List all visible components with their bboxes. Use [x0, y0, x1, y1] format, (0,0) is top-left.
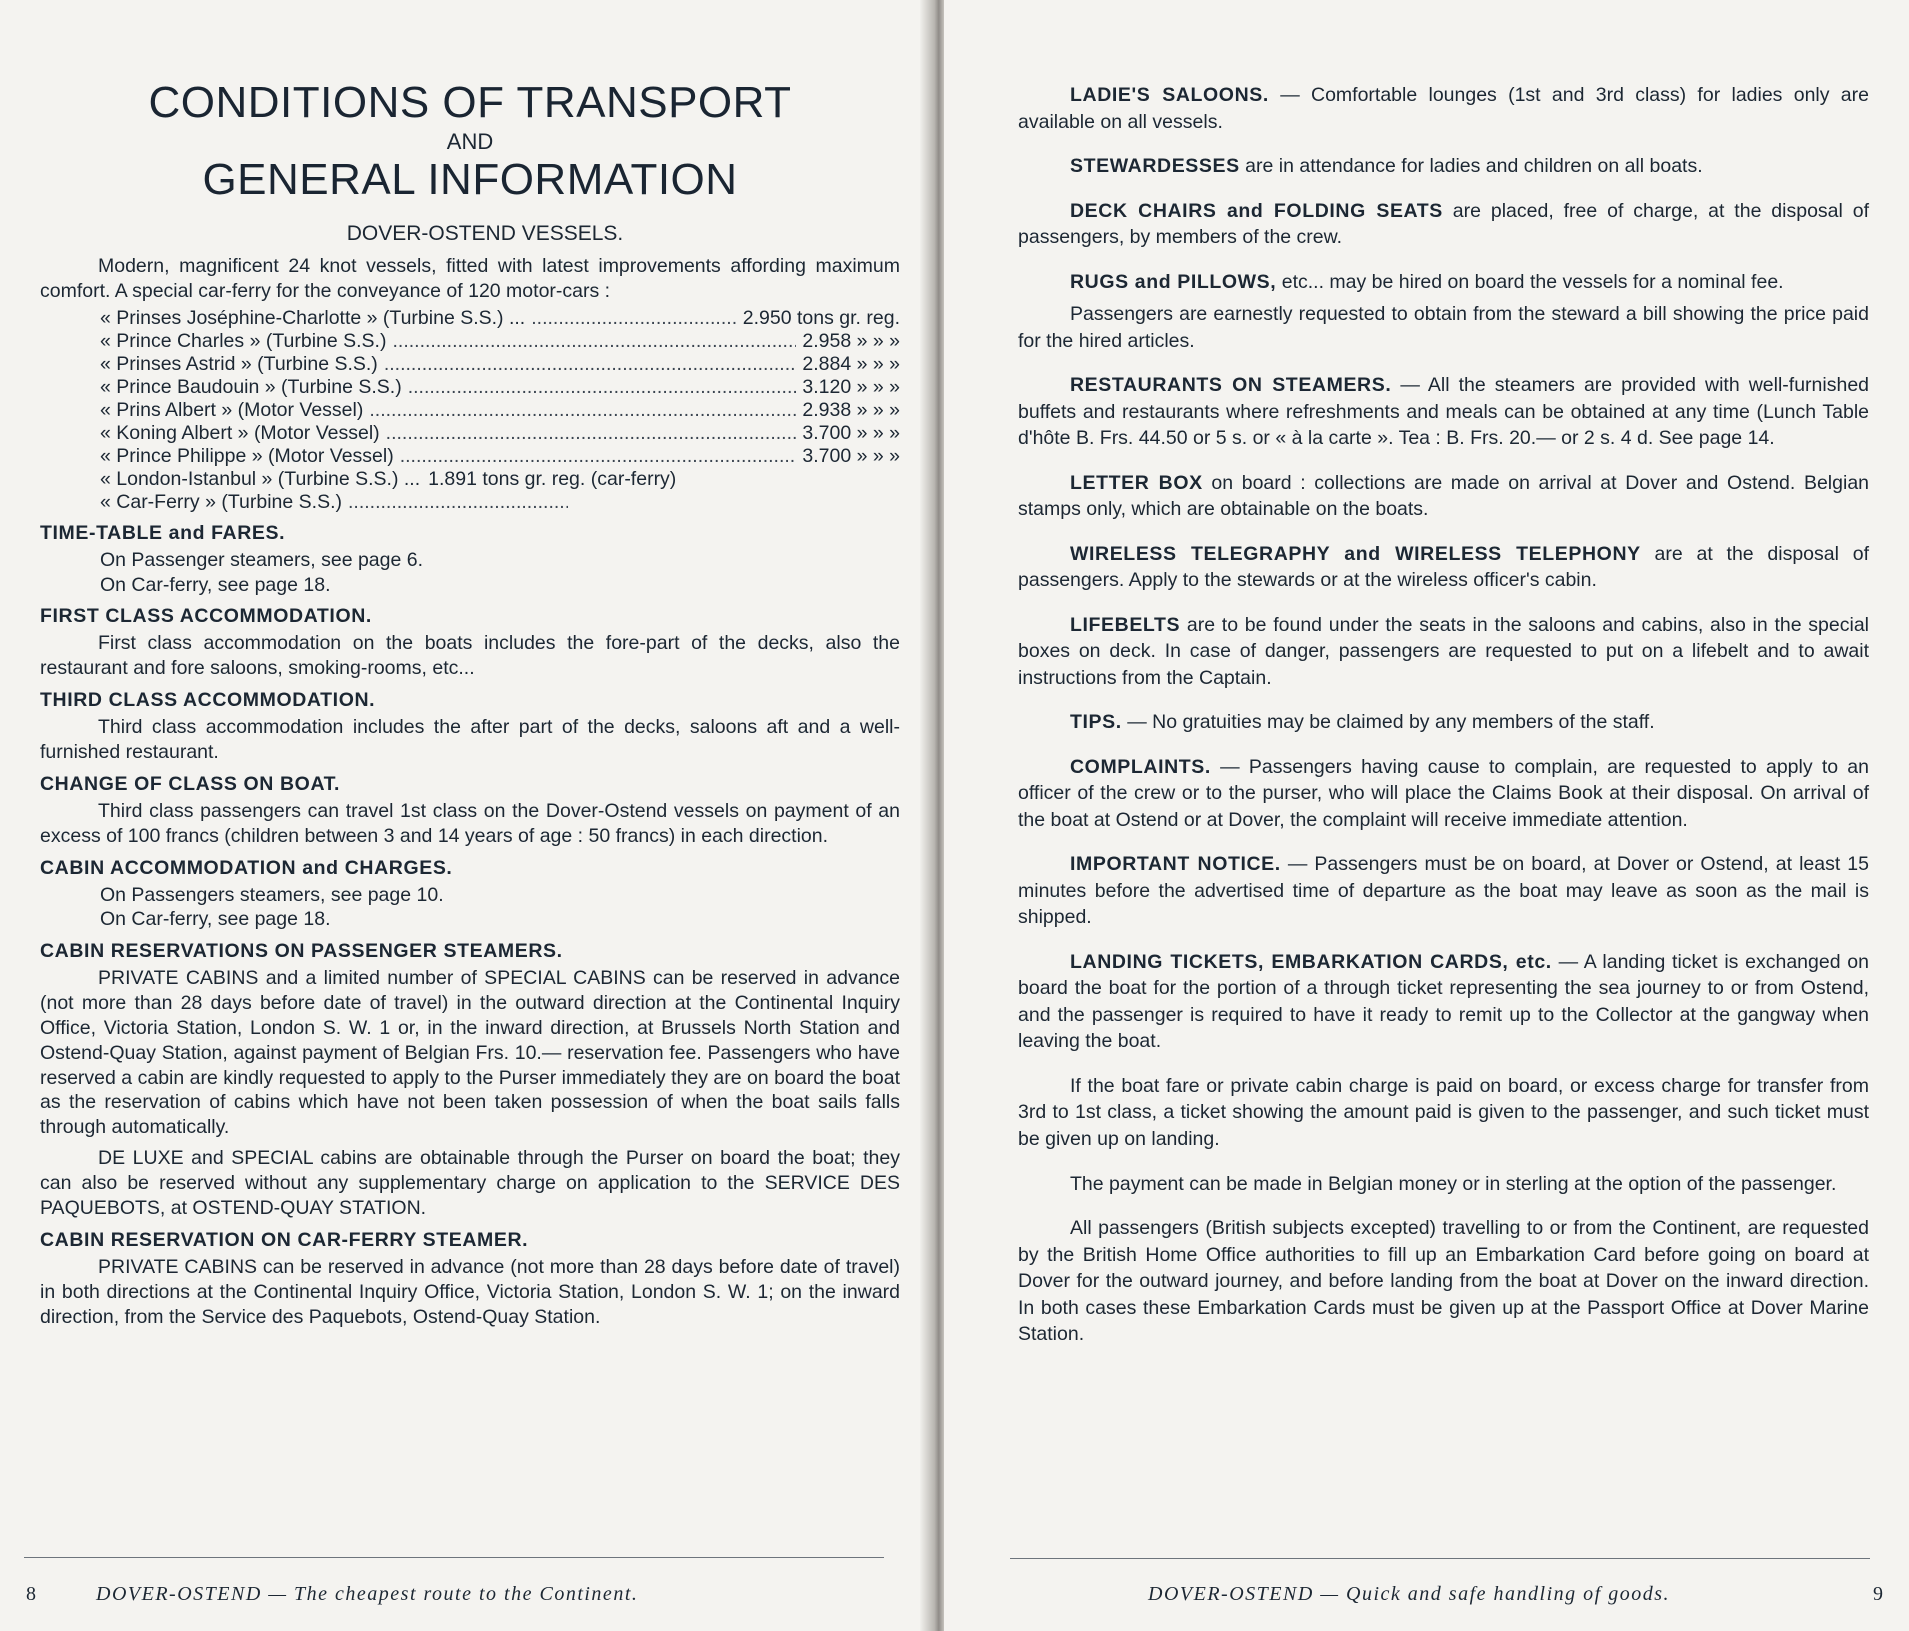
vessel-name: « Prince Philippe » (Motor Vessel) [100, 445, 394, 468]
vessel-name: « Koning Albert » (Motor Vessel) [100, 422, 380, 445]
paragraph-text: on board : collections are made on arrival at Dover and Ostend. Belgian stamps only, which are obtainable on the boats. [1018, 471, 1870, 521]
page-number-left: 8 [26, 1583, 36, 1605]
leader-dots [408, 376, 797, 399]
important-notice-paragraph [1018, 851, 1869, 931]
paragraph-lead: STEWARDESSES [1070, 155, 1240, 178]
page-title: CONDITIONS OF TRANSPORT [148, 78, 792, 127]
excess-charge-paragraph: If the boat fare or private cabin charge is paid on board, or excess charge for transfer from 3rd to 1st class, a ticket showing the amount paid is given to the passenger, and such ticket must be given up on landing. [1018, 1074, 1869, 1150]
paragraph-lead: RESTAURANTS ON STEAMERS. [1070, 374, 1392, 397]
vessel-row [100, 353, 900, 376]
stewardesses-paragraph [1018, 153, 1869, 180]
paragraph-text: — Comfortable lounges (1st and 3rd class) for ladies only are available on all vessels. [1018, 84, 1869, 133]
vessels-subtitle: DOVER-OSTEND VESSELS. [346, 221, 624, 245]
leader-dots [400, 445, 797, 468]
vessel-name: « Prinses Astrid » (Turbine S.S.) [100, 353, 378, 376]
footer-left [26, 1583, 638, 1606]
paragraph-text: — No gratuities may be claimed by any members of the staff. [1127, 711, 1655, 734]
vessel-row [100, 399, 900, 422]
car-ferry-reservation-section [40, 1229, 900, 1330]
left-page [0, 0, 930, 1631]
tips-paragraph [1018, 709, 1869, 736]
section-heading: CABIN RESERVATION ON CAR-FERRY STEAMER. [40, 1229, 529, 1252]
vessel-name: « Prins Albert » (Motor Vessel) [100, 399, 364, 422]
page-number-right: 9 [1873, 1583, 1883, 1605]
paragraph-lead: IMPORTANT NOTICE. [1070, 853, 1281, 876]
vessel-tonnage: 2.950 tons gr. reg. [742, 307, 900, 330]
paragraph-lead: WIRELESS TELEGRAPHY and WIRELESS TELEPHONY [1070, 542, 1641, 565]
vessel-tonnage: 3.700 » » » [802, 445, 900, 468]
section-text: First class accommodation on the boats includes the fore-part of the decks, also the restaurant and fore saloons, smoking-rooms, etc... [40, 632, 900, 680]
section-heading: CABIN ACCOMMODATION and CHARGES. [40, 856, 453, 879]
right-page [944, 0, 1909, 1631]
footer-divider-left [24, 1557, 884, 1558]
paragraph-lead: COMPLAINTS. [1070, 755, 1211, 778]
cabin-charges-section [40, 857, 900, 932]
vessel-tonnage: 2.938 » » » [802, 399, 900, 422]
paragraph-lead: LADIE'S SALOONS. [1070, 84, 1269, 106]
vessel-name: « Prinses Joséphine-Charlotte » (Turbine S.S.) ... [100, 307, 526, 330]
vessel-tonnage: 3.700 » » » [802, 422, 900, 445]
timetable-section [40, 522, 900, 597]
section-text: Third class accommodation includes the after part of the decks, saloons aft and a well-furnished restaurant. [40, 716, 900, 764]
letter-box-paragraph [1018, 470, 1869, 523]
vessel-tonnage: 2.958 » » » [802, 330, 900, 353]
vessel-name: « Car-Ferry » (Turbine S.S.) [100, 491, 342, 514]
title-and: AND [446, 128, 494, 154]
third-class-section [40, 689, 900, 765]
paragraph-lead: LIFEBELTS [1070, 613, 1181, 636]
section-line: On Car-ferry, see page 18. [100, 573, 331, 596]
paragraph-lead: LANDING TICKETS, EMBARKATION CARDS, etc. [1070, 950, 1552, 973]
vessel-row [100, 468, 900, 491]
section-heading: CABIN RESERVATIONS ON PASSENGER STEAMERS. [40, 939, 563, 962]
leader-dots [386, 422, 797, 445]
section-line: On Passengers steamers, see page 10. [100, 883, 444, 906]
rugs-note: Passengers are earnestly requested to obtain from the steward a bill showing the price paid for the hired articles. [1018, 303, 1869, 352]
vessel-list [40, 307, 900, 514]
paragraph-text: — A landing ticket is exchanged on board the boat for the portion of a through ticket representing the sea journey to or from Ostend, and the passenger is required to have it ready to remit up to the Collector at the gangway when leaving the boat. [1018, 950, 1869, 1053]
leader-dots [384, 353, 797, 376]
leader-dots [531, 307, 737, 330]
paragraph-lead: DECK CHAIRS and FOLDING SEATS [1070, 199, 1443, 222]
paragraph-text: are in attendance for ladies and children on all boats. [1245, 155, 1703, 178]
vessel-name: « London-Istanbul » (Turbine S.S.) ... [100, 468, 421, 491]
paragraph-text: are to be found under the seats in the saloons and cabins, also in the special boxes on deck. In case of danger, passengers are requested to put on a lifebelt and to await instructions from the Captain. [1018, 613, 1869, 689]
complaints-paragraph [1018, 754, 1869, 834]
section-heading: CHANGE OF CLASS ON BOAT. [40, 773, 341, 796]
footer-divider-right [1010, 1558, 1870, 1559]
section-heading: THIRD CLASS ACCOMMODATION. [40, 689, 376, 712]
vessel-tonnage: 3.120 » » » [802, 376, 900, 399]
section-text: DE LUXE and SPECIAL cabins are obtainable through the Purser on board the boat; they can also be reserved without any supplementary charge on application to the SERVICE DES PAQUEBOTS, at OSTEND-QUAY STATION. [40, 1147, 900, 1220]
paragraph-text: — All the steamers are provided with well-furnished buffets and restaurants where refreshments and meals can be obtained at any time (Lunch Table d'hôte B. Frs. 44.50 or 5 s. or « à la carte ». Tea : B. Frs. 20.— or 2 s. 4 d. See page 14. [1018, 374, 1870, 450]
intro-paragraph: Modern, magnificent 24 knot vessels, fitted with latest improvements affording maximum comfort. A special car-ferry for the conveyance of 120 motor-cars : [40, 254, 900, 302]
leader-dots [348, 491, 568, 514]
cabin-reservations-section [40, 940, 900, 1222]
vessel-tonnage: 1.891 tons gr. reg. (car-ferry) [428, 468, 677, 491]
vessel-row [100, 445, 900, 468]
first-class-section [40, 605, 900, 681]
vessel-name: « Prince Charles » (Turbine S.S.) [100, 330, 387, 353]
deck-chairs-paragraph [1018, 198, 1869, 251]
vessel-row [100, 422, 900, 445]
section-line: On Car-ferry, see page 18. [100, 908, 331, 931]
vessel-name: « Prince Baudouin » (Turbine S.S.) [100, 376, 402, 399]
wireless-paragraph [1018, 541, 1869, 594]
footer-slogan-right: DOVER-OSTEND — Quick and safe handling of goods. [1148, 1583, 1670, 1605]
paragraph-text: are at the disposal of passengers. Apply to the stewards or at the wireless officer's cabin. [1018, 542, 1869, 592]
vessel-row [100, 491, 900, 514]
page-title-secondary: GENERAL INFORMATION [202, 154, 738, 204]
paragraph-lead: RUGS and PILLOWS, [1070, 270, 1277, 293]
rugs-paragraph [1018, 269, 1869, 296]
paragraph-text: — Passengers must be on board, at Dover or Ostend, at least 15 minutes before the advertised time of departure as the boat may leave as soon as the mail is shipped. [1018, 853, 1869, 929]
section-text: PRIVATE CABINS and a limited number of SPECIAL CABINS can be reserved in advance (not more than 28 days before date of travel) in the outward direction at the Continental Inquiry Office, Victoria Station, London S. W. 1 or, in the inward direction, at Brussels North Station and Ostend-Quay Station, against payment of Belgian Frs. 10.— reservation fee. Passengers who have reserved a cabin are kindly requested to apply to the Purser immediately they are on board the boat as the reservation of cabins which have not been taken possession of when the boat sails falls through automatically. [40, 966, 900, 1139]
vessel-row [100, 307, 900, 330]
paragraph-text: etc... may be hired on board the vessels for a nominal fee. [1281, 270, 1784, 293]
vessel-row [100, 376, 900, 399]
paragraph-text: — Passengers having cause to complain, are requested to apply to an officer of the crew or to the purser, who will place the Claims Book at their disposal. On arrival of the boat at Ostend or at Dover, the complaint will receive immediate attention. [1018, 755, 1869, 831]
change-class-section [40, 773, 900, 849]
landing-tickets-paragraph [1018, 949, 1869, 1055]
section-text: Third class passengers can travel 1st class on the Dover-Ostend vessels on payment of an excess of 100 francs (children between 3 and 14 years of age : 50 francs) in each direction. [40, 800, 900, 847]
footer-slogan-left: DOVER-OSTEND — The cheapest route to the Continent. [96, 1583, 639, 1605]
section-heading: FIRST CLASS ACCOMMODATION. [40, 605, 372, 628]
lifebelts-paragraph [1018, 612, 1869, 692]
paragraph-text: are placed, free of charge, at the disposal of passengers, by members of the crew. [1018, 199, 1869, 249]
restaurants-paragraph [1018, 372, 1869, 452]
section-heading: TIME-TABLE and FARES. [40, 522, 286, 545]
ladies-saloons-paragraph [1018, 82, 1869, 135]
vessel-tonnage: 2.884 » » » [802, 353, 900, 376]
leader-dots [392, 330, 796, 353]
section-text: PRIVATE CABINS can be reserved in advance (not more than 28 days before date of travel) in both directions at the Continental Inquiry Office, Victoria Station, London S. W. 1; on the inward direction, from the Service des Paquebots, Ostend-Quay Station. [40, 1256, 900, 1329]
payment-paragraph: The payment can be made in Belgian money or in sterling at the option of the passenger. [1070, 1172, 1837, 1195]
vessel-row [100, 330, 900, 353]
leader-dots [369, 399, 796, 422]
paragraph-lead: LETTER BOX [1070, 471, 1203, 494]
section-line: On Passenger steamers, see page 6. [100, 549, 424, 572]
paragraph-lead: TIPS. [1070, 711, 1122, 734]
embarkation-card-paragraph: All passengers (British subjects excepted) travelling to or from the Continent, are requested by the British Home Office authorities to fill up an Embarkation Card before going on board at Dover for the outward journey, and before landing from the boat at Dover on the inward direction. In both cases these Embarkation Cards must be given up at the Passport Office at Dover Marine Station. [1018, 1217, 1869, 1346]
